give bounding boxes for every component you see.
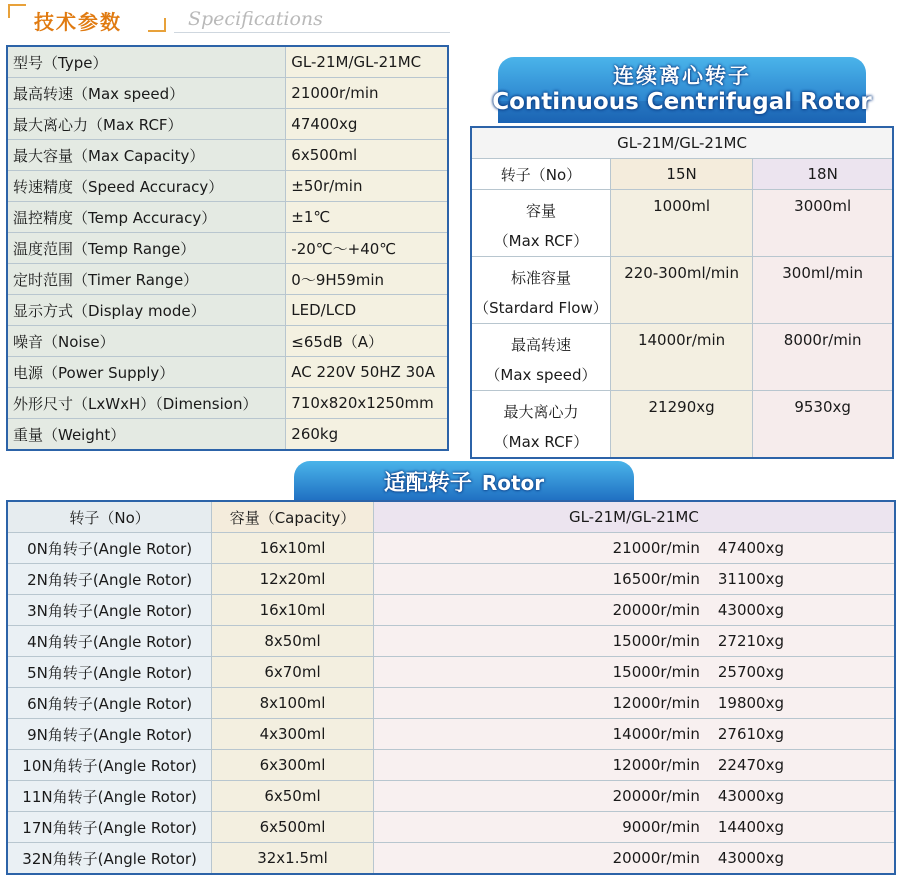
rotor-name: 32N角转子(Angle Rotor) (7, 843, 212, 875)
rotor-speed: 14000r/min (612, 725, 700, 743)
rotor-performance (373, 781, 895, 812)
rotor-performance (373, 688, 895, 719)
header-underline (174, 32, 450, 33)
table-row (7, 719, 895, 750)
rotor-name: 17N角转子(Angle Rotor) (7, 812, 212, 843)
model-cell: GL-21M/GL-21MC (471, 127, 893, 159)
table-row (7, 171, 448, 202)
table-row (7, 626, 895, 657)
table-row (471, 190, 893, 257)
table-row (7, 750, 895, 781)
rotor-capacity: 4x300ml (212, 719, 374, 750)
value-15n: 14000r/min (610, 324, 752, 391)
rotor-performance (373, 657, 895, 688)
rotor-capacity: 6x300ml (212, 750, 374, 781)
rotor-speed: 12000r/min (612, 756, 700, 774)
spec-table (6, 45, 449, 451)
row-label-en: （Max speed） (485, 366, 597, 384)
rotor-name: 5N角转子(Angle Rotor) (7, 657, 212, 688)
table-row (471, 127, 893, 159)
header-title-en: Specifications (188, 8, 323, 30)
table-header-row (7, 501, 895, 533)
rotor-rcf: 43000xg (717, 787, 784, 805)
spec-label: 外形尺寸（LxWxH）（Dimension） (7, 388, 286, 419)
row-label-cell (471, 190, 610, 257)
rotor-performance (373, 533, 895, 564)
rotor-speed: 12000r/min (612, 694, 700, 712)
corner-ornament (148, 18, 166, 32)
table-row (7, 202, 448, 233)
rotor-speed: 16500r/min (612, 570, 700, 588)
rotor-name: 9N角转子(Angle Rotor) (7, 719, 212, 750)
rotor-speed: 20000r/min (612, 849, 700, 867)
row-label-cn: 最高转速 (510, 336, 571, 354)
rotor-rcf: 22470xg (717, 756, 784, 774)
spec-label: 最大离心力（Max RCF） (7, 109, 286, 140)
table-row (7, 843, 895, 875)
rotor-name: 3N角转子(Angle Rotor) (7, 595, 212, 626)
spec-label: 温度范围（Temp Range） (7, 233, 286, 264)
spec-label: 最大容量（Max Capacity） (7, 140, 286, 171)
spec-value: ±50r/min (286, 171, 448, 202)
rotor-name: 2N角转子(Angle Rotor) (7, 564, 212, 595)
table-row (7, 657, 895, 688)
rotor-performance (373, 812, 895, 843)
value-15n: 220-300ml/min (610, 257, 752, 324)
rotor-speed: 20000r/min (612, 601, 700, 619)
rotor-rcf: 19800xg (717, 694, 784, 712)
rotor-capacity: 8x50ml (212, 626, 374, 657)
rotor-name: 4N角转子(Angle Rotor) (7, 626, 212, 657)
continuous-rotor-table (470, 126, 894, 459)
header-cell: GL-21M/GL-21MC (373, 501, 895, 533)
rotor-capacity: 12x20ml (212, 564, 374, 595)
spec-label: 重量（Weight） (7, 419, 286, 451)
rotor-rcf: 43000xg (717, 601, 784, 619)
spec-value: 0～9H59min (286, 264, 448, 295)
row-label-cn: 标准容量 (510, 269, 571, 287)
table-row (7, 264, 448, 295)
rotor-capacity: 6x70ml (212, 657, 374, 688)
rotor-title-en: Rotor (481, 471, 545, 495)
rotor-performance (373, 719, 895, 750)
spec-value: GL-21M/GL-21MC (286, 46, 448, 78)
value-18n: 9530xg (753, 391, 893, 459)
table-row (471, 324, 893, 391)
rotor-speed: 21000r/min (612, 539, 700, 557)
rotor-rcf: 27210xg (717, 632, 784, 650)
table-header-row (471, 159, 893, 190)
rotor-rcf: 31100xg (717, 570, 784, 588)
table-row (7, 109, 448, 140)
spec-value: -20℃～+40℃ (286, 233, 448, 264)
spec-label: 转速精度（Speed Accuracy） (7, 171, 286, 202)
table-row (7, 533, 895, 564)
table-row (7, 326, 448, 357)
table-row (7, 419, 448, 451)
spec-label: 最高转速（Max speed） (7, 78, 286, 109)
table-row (7, 233, 448, 264)
row-label-cell (471, 324, 610, 391)
rotor-capacity: 8x100ml (212, 688, 374, 719)
header-title-cn: 技术参数 (34, 10, 122, 34)
value-18n: 8000r/min (753, 324, 893, 391)
table-row (7, 781, 895, 812)
table-row (471, 391, 893, 459)
rotor-speed: 9000r/min (622, 818, 700, 836)
rotor-banner (294, 461, 634, 501)
rotor-speed: 15000r/min (612, 632, 700, 650)
rotor-rcf: 14400xg (717, 818, 784, 836)
spec-value: 47400xg (286, 109, 448, 140)
row-label-cn: 最大离心力 (503, 403, 579, 421)
rotor-performance (373, 595, 895, 626)
rotor-name: 11N角转子(Angle Rotor) (7, 781, 212, 812)
rotor-name: 6N角转子(Angle Rotor) (7, 688, 212, 719)
spec-value: AC 220V 50HZ 30A (286, 357, 448, 388)
rotor-capacity: 6x500ml (212, 812, 374, 843)
table-row (471, 257, 893, 324)
row-label-cell (471, 391, 610, 459)
table-row (7, 688, 895, 719)
spec-value: 260kg (286, 419, 448, 451)
header-cell: 15N (610, 159, 752, 190)
spec-value: 21000r/min (286, 78, 448, 109)
rotor-capacity: 16x10ml (212, 533, 374, 564)
table-row (7, 595, 895, 626)
rotor-title-cn: 适配转子 (383, 471, 472, 496)
spec-value: 710x820x1250mm (286, 388, 448, 419)
value-15n: 1000ml (610, 190, 752, 257)
section-header (8, 4, 453, 34)
header-cell: 转子（No） (7, 501, 212, 533)
rotor-table (6, 500, 896, 875)
rotor-name: 0N角转子(Angle Rotor) (7, 533, 212, 564)
rotor-title (294, 466, 634, 497)
header-cell: 转子（No） (471, 159, 610, 190)
continuous-title-en: Continuous Centrifugal Rotor (492, 89, 872, 115)
corner-ornament (8, 4, 26, 18)
header-cell: 18N (753, 159, 893, 190)
table-row (7, 564, 895, 595)
rotor-rcf: 47400xg (717, 539, 784, 557)
continuous-title-cn: 连续离心转子 (613, 64, 751, 88)
row-label-en: （Stardard Flow） (474, 299, 608, 317)
spec-label: 显示方式（Display mode） (7, 295, 286, 326)
table-row (7, 812, 895, 843)
rotor-rcf: 25700xg (717, 663, 784, 681)
rotor-name: 10N角转子(Angle Rotor) (7, 750, 212, 781)
rotor-performance (373, 750, 895, 781)
spec-label: 定时范围（Timer Range） (7, 264, 286, 295)
table-row (7, 295, 448, 326)
row-label-en: （Max RCF） (493, 232, 589, 250)
table-row (7, 357, 448, 388)
spec-label: 温控精度（Temp Accuracy） (7, 202, 286, 233)
table-row (7, 78, 448, 109)
table-row (7, 388, 448, 419)
spec-value: ≤65dB（A） (286, 326, 448, 357)
rotor-capacity: 6x50ml (212, 781, 374, 812)
spec-value: ±1℃ (286, 202, 448, 233)
rotor-speed: 20000r/min (612, 787, 700, 805)
spec-value: 6x500ml (286, 140, 448, 171)
spec-value: LED/LCD (286, 295, 448, 326)
header-cell: 容量（Capacity） (212, 501, 374, 533)
rotor-speed: 15000r/min (612, 663, 700, 681)
rotor-capacity: 16x10ml (212, 595, 374, 626)
rotor-performance (373, 843, 895, 875)
row-label-en: （Max RCF） (493, 433, 589, 451)
rotor-performance (373, 626, 895, 657)
rotor-rcf: 43000xg (717, 849, 784, 867)
rotor-performance (373, 564, 895, 595)
continuous-rotor-banner (470, 57, 894, 125)
table-row (7, 140, 448, 171)
spec-label: 电源（Power Supply） (7, 357, 286, 388)
table-row (7, 46, 448, 78)
value-18n: 3000ml (753, 190, 893, 257)
spec-label: 型号（Type） (7, 46, 286, 78)
rotor-rcf: 27610xg (717, 725, 784, 743)
value-15n: 21290xg (610, 391, 752, 459)
rotor-capacity: 32x1.5ml (212, 843, 374, 875)
value-18n: 300ml/min (753, 257, 893, 324)
spec-label: 噪音（Noise） (7, 326, 286, 357)
row-label-cn: 容量 (525, 202, 556, 220)
row-label-cell (471, 257, 610, 324)
